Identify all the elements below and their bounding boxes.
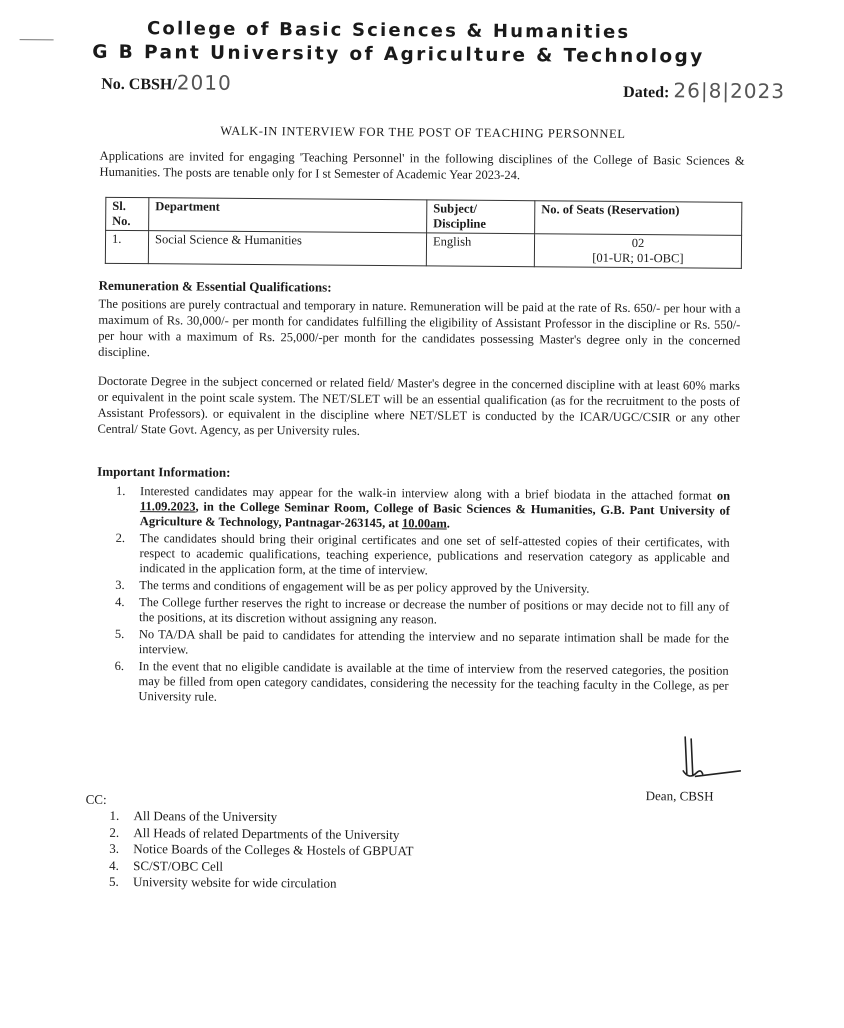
table-row (105, 230, 741, 268)
item-number: 2. (109, 824, 120, 840)
cell-subject: English (426, 233, 534, 267)
item-text: In the event that no eligible candidate is available at the time of interview from the reserved categories, the position may be filled from open category candidates, considering the necessity for the teaching faculty in the College, as per University rule. (138, 659, 729, 704)
list-item (116, 484, 730, 534)
cell-sl: 1. (105, 230, 148, 263)
item-number: 1. (109, 807, 120, 823)
remuneration-paragraph: The positions are purely contractual and temporary in nature. Remuneration will be paid at the rate of Rs. 650/- per hour with a maximum of Rs. 30,000/- per month for candidates fulfilling the eligibility of Assistant Professor in the discipline or Rs. 550/- per hour with a maximum of Rs. 25,000/-per month for the candidates possessing Master's degree only in the concerned discipline. (98, 296, 741, 360)
item1-text-b: on (716, 488, 731, 503)
list-item (115, 595, 729, 630)
signatory: Dean, CBSH (645, 788, 714, 804)
list-item (115, 627, 729, 662)
item-text: University website for wide circulation (132, 874, 337, 891)
item-number: 5. (114, 626, 125, 641)
college-name: College of Basic Sciences & Humanities (146, 18, 631, 43)
item-text: SC/ST/OBC Cell (133, 857, 224, 874)
table-header-row (106, 197, 742, 235)
item-text: All Deans of the University (133, 808, 278, 825)
col-sl: Sl. No. (106, 197, 149, 230)
interview-date: 11.09.2023 (139, 499, 196, 514)
intro-paragraph: Applications are invited for engaging 'Teaching Personnel' in the following disciplines of the College of Basic Sciences & Humanities. The posts are tenable only for I st Semester of Academic Year 2023-24. (99, 148, 745, 183)
cell-department: Social Science & Humanities (148, 231, 426, 266)
reference-number (101, 70, 232, 95)
cc-list (109, 808, 414, 893)
cell-seats (534, 234, 741, 269)
item-number: 5. (108, 873, 119, 889)
important-list (114, 484, 730, 711)
item-number: 3. (109, 840, 120, 856)
item-text: All Heads of related Departments of the University (133, 824, 400, 842)
col-subject: Subject/ Discipline (427, 200, 535, 234)
list-item (115, 531, 729, 581)
university-name: G B Pant University of Agriculture & Technology (92, 41, 705, 68)
signature-icon (663, 734, 743, 795)
col-seats: No. of Seats (Reservation) (535, 201, 742, 236)
item-text: No TA/DA shall be paid to candidates for attending the interview and no separate intimation shall be made for the interview. (138, 627, 729, 657)
notice-title: WALK-IN INTERVIEW FOR THE POST OF TEACHING PERSONNEL (220, 123, 626, 141)
item-text: The candidates should bring their original certificates and one set of self-attested copies of their certificates, with respect to academic qualifications, teaching experience, publications and reservation category as applicable and indicated in the application form, at the time of interview. (139, 531, 730, 578)
date-line (623, 78, 785, 103)
col-department: Department (149, 198, 427, 233)
cc-label: CC: (85, 791, 107, 807)
item-text: The terms and conditions of engagement will be as per policy approved by the University. (139, 578, 590, 596)
item-number: 6. (114, 658, 125, 673)
interview-time: 10.00am (401, 516, 447, 531)
date-handwritten: 26|8|2023 (673, 78, 786, 104)
item-number: 3. (115, 577, 125, 592)
ref-prefix: No. CBSH/ (101, 75, 177, 94)
list-item (109, 874, 413, 893)
item1-text-c: , in the College Seminar Room, College of Basic Sciences & Humanities, G.B. Pant University of Agriculture & Technology, Pantnagar-263145, at (139, 499, 730, 531)
ref-number-handwritten: 2010 (176, 70, 232, 95)
qualification-paragraph: Doctorate Degree in the subject concerned or related field/ Master's degree in the concerned discipline with at least 60% marks or equivalent in the point scale system. The NET/SLET will be an essential qualification (as for the recruitment to the posts of Assistant Professors). or equivalent in the discipline where NET/SLET is conducted by the ICAR/UGC/CSIR or any other Central/ State Govt. Agency, as per University rules. (97, 373, 740, 438)
seats-table (105, 197, 743, 269)
item1-text-a: Interested candidates may appear for the walk-in interview along with a brief biodata in the attached format (140, 484, 712, 503)
important-heading: Important Information: (97, 463, 231, 480)
item1-text-d: . (446, 516, 450, 531)
item-number: 4. (115, 594, 125, 609)
item-text: The College further reserves the right to increase or decrease the number of positions or may decide not to fill any of the positions, at its discretion without assigning any reason. (139, 595, 730, 627)
list-item (114, 659, 728, 709)
seat-reservation: [01-UR; 01-OBC] (592, 250, 684, 266)
remuneration-heading: Remuneration & Essential Qualifications: (98, 277, 332, 295)
item-text: Notice Boards of the Colleges & Hostels of GBPUAT (133, 841, 414, 859)
seat-count: 02 (631, 235, 645, 251)
dated-label: Dated: (623, 83, 670, 102)
item-number: 2. (115, 530, 126, 545)
item-number: 1. (116, 483, 126, 499)
item-number: 4. (109, 857, 119, 873)
